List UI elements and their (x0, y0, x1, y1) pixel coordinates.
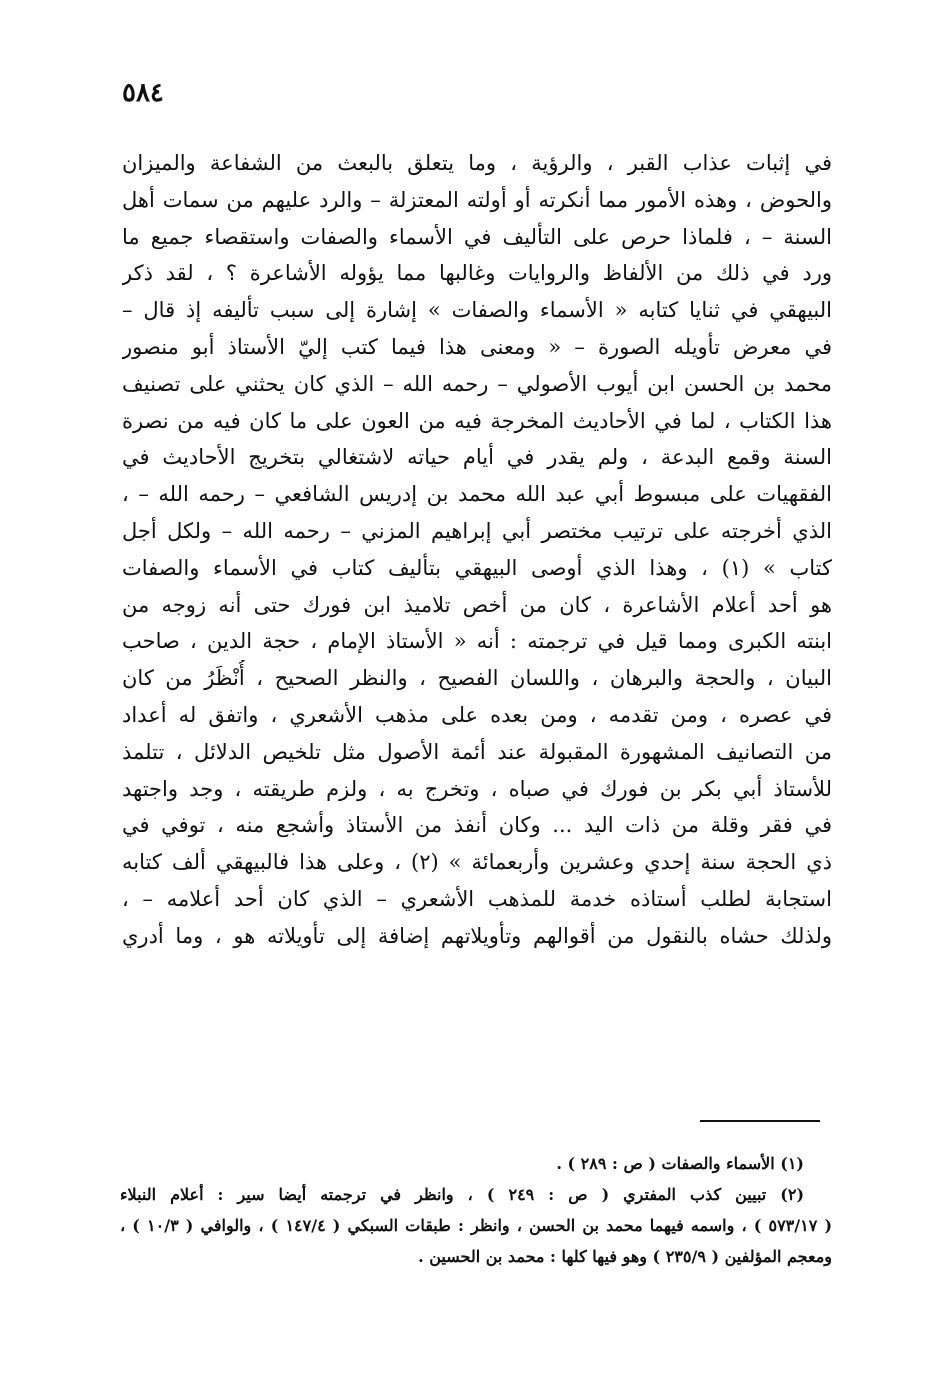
body-line: ورد في ذلك من الألفاظ والروايات وغالبها مما يؤوله الأشاعرة ؟ ، لقد ذكر (122, 261, 832, 286)
body-line: للأستاذ أبي بكر بن فورك في صباه ، وتخرج به ، ولزم طريقته ، وجد واجتهد (122, 776, 832, 801)
body-line: ولذلك حشاه بالنقول من أقوالهم وتأويلاتهم إضافة إلى تأويلاته هو ، وما أدري (122, 923, 832, 948)
body-line: الذي أخرجته على ترتيب مختصر أبي إبراهيم المزني – رحمه الله – ولكل أجل (122, 518, 832, 543)
body-line: ابنته الكبرى ومما قيل في ترجمته : أنه « الأستاذ الإمام ، حجة الدين ، صاحب (122, 629, 832, 654)
body-line: والحوض ، وهذه الأمور مما أنكرته أو أولته المعتزلة – والرد عليهم من سمات أهل (122, 187, 832, 212)
body-line: في عصره ، ومن تقدمه ، ومن بعده على مذهب الأشعري ، واتفق له أعداد (122, 702, 832, 727)
body-line: ذي الحجة سنة إحدي وعشرين وأربعمائة » (٢) ، وعلى هذا فالبيهقي ألف كتابه (122, 850, 832, 875)
footnote-1: (١) الأسماء والصفات ( ص : ٢٨٩ ) . (556, 1154, 804, 1173)
footnotes (120, 1148, 832, 1272)
body-text (122, 145, 832, 955)
body-line: السنة – ، فلماذا حرص على التأليف في الأسماء والصفات واستقصاء جميع ما (122, 224, 832, 249)
body-line: كتاب » (١) ، وهذا الذي أوصى البيهقي بتأليف كتاب في الأسماء والصفات (122, 555, 832, 580)
body-line: هذا الكتاب ، لما في الأحاديث المخرجة فيه من العون على ما كان فيه من نصرة (122, 408, 832, 433)
body-line: من التصانيف المشهورة المقبولة عند أئمة الأصول مثل تلخيص الدلائل ، تتلمذ (122, 739, 832, 764)
footnote-2-end: ومعجم المؤلفين ( ٢٣٥/٩ ) وهو فيها كلها : محمد بن الحسين . (418, 1247, 832, 1266)
body-line: البيهقي في ثنايا كتابه « الأسماء والصفات » إشارة إلى سبب تأليفه إذ قال – (122, 298, 832, 323)
footnote-2: (٢) تبيين كذب المفتري ( ص : ٢٤٩ ) ، وانظر في ترجمته أيضا سير : أعلام النبلاء (120, 1185, 805, 1204)
body-line: استجابة لطلب أستاذه خدمة للمذهب الأشعري – الذي كان أحد أعلامه – ، (122, 886, 832, 911)
page-number: ٥٨٤ (122, 78, 164, 108)
body-line: الفقهيات على مبسوط أبي عبد الله محمد بن إدريس الشافعي – رحمه الله – ، (122, 482, 832, 507)
body-line: محمد بن الحسن ابن أيوب الأصولي – رحمه الله – الذي كان يحثني على تصنيف (122, 371, 832, 396)
footnote-separator (700, 1120, 820, 1122)
body-line: البيان ، والحجة والبرهان ، واللسان الفصيح ، والنظر الصحيح ، أُنْظَرُ من كان (122, 666, 832, 691)
body-line: في فقر وقلة من ذات اليد ... وكان أنفذ من الأستاذ وأشجع منه ، توفي في (122, 813, 832, 838)
body-line: في معرض تأويله الصورة – « ومعنى هذا فيما كتب إليّ الأستاذ أبو منصور (122, 334, 832, 359)
body-line: هو أحد أعلام الأشاعرة ، كان من أخص تلاميذ ابن فورك حتى أنه زوجه من (122, 592, 832, 617)
body-line: السنة وقمع البدعة ، ولم يقدر في أيام حياته لاشتغالي بتخريج الأحاديث في (122, 445, 832, 470)
body-line: في إثبات عذاب القبر ، والرؤية ، وما يتعلق بالبعث من الشفاعة والميزان (122, 151, 832, 175)
footnote-2-continued: ( ٥٧٣/١٧ ) ، واسمه فيهما محمد بن الحسن ، وانظر : طبقات السبكي ( ١٤٧/٤ ) ، والوافي ( ١٠/٣ ) ، (120, 1216, 832, 1235)
